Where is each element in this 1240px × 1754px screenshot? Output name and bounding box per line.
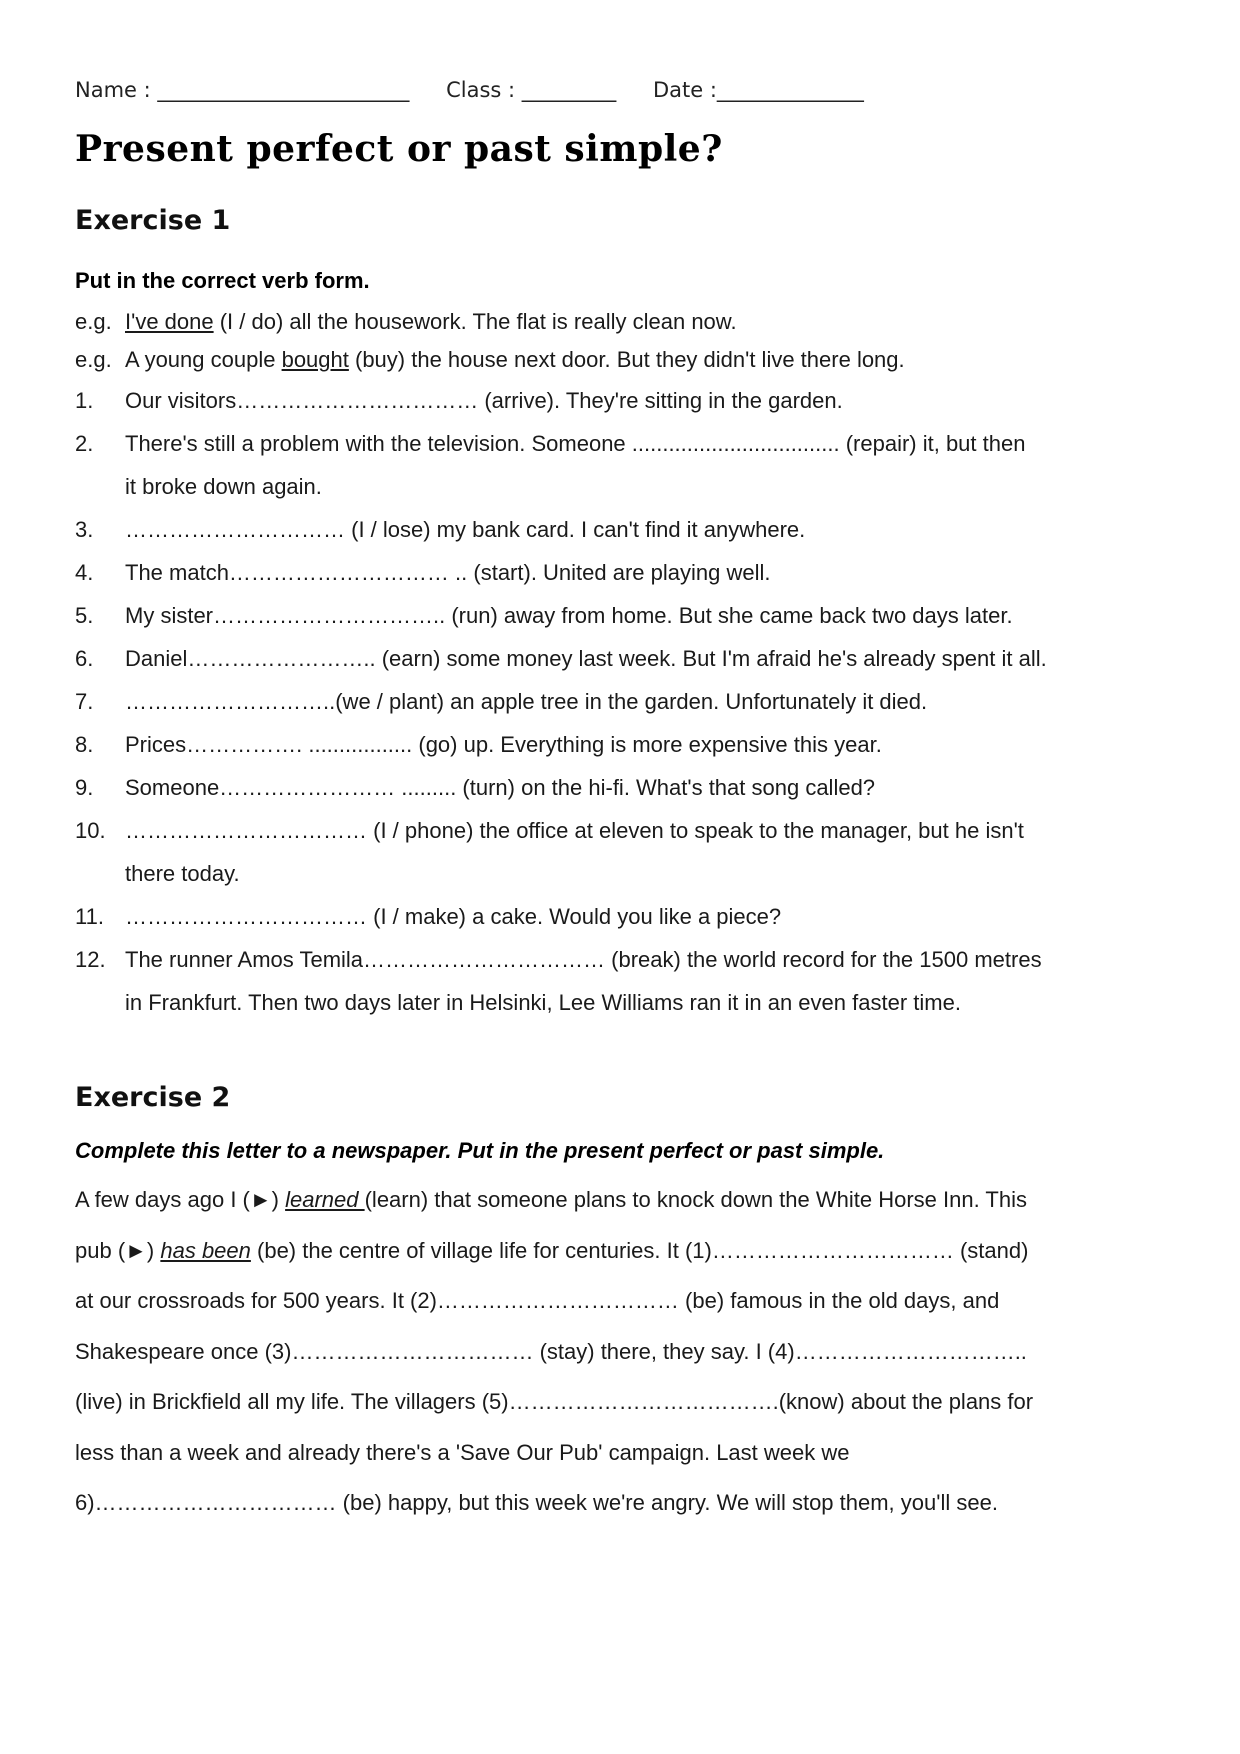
question-row xyxy=(75,465,1175,508)
exercise-2-letter xyxy=(75,1175,1175,1529)
question-text[interactable]: Our visitors…………………………… (arrive). They're sitting in the garden. xyxy=(125,388,843,413)
example-post: (buy) the house next door. But they didn't live there long. xyxy=(348,347,905,372)
question-number: 10. xyxy=(75,818,106,843)
letter-line[interactable] xyxy=(75,1327,1175,1378)
question-number: 8. xyxy=(75,732,94,757)
exercise-2-heading: Exercise 2 xyxy=(75,1082,231,1113)
question-text[interactable]: ………………………… (I / lose) my bank card. I can't find it anywhere. xyxy=(125,517,806,542)
question-text[interactable]: The match………………………… .. (start). United are playing well. xyxy=(125,560,771,585)
question-text[interactable]: The runner Amos Temila…………………………… (break) the world record for the 1500 metres xyxy=(125,947,1042,972)
class-field[interactable]: Class : _________ xyxy=(446,78,617,102)
letter-example-answer: has been xyxy=(160,1237,251,1263)
question-number: 2. xyxy=(75,431,94,456)
question-number: 3. xyxy=(75,517,94,542)
example-row xyxy=(75,303,1175,341)
letter-line[interactable] xyxy=(75,1377,1175,1428)
letter-line[interactable] xyxy=(75,1478,1175,1529)
exercise-1-instruction: Put in the correct verb form. xyxy=(75,268,370,293)
question-text[interactable]: …………………………… (I / phone) the office at eleven to speak to the manager, but he isn't xyxy=(125,818,1024,843)
letter-line[interactable] xyxy=(75,1276,1175,1327)
letter-text: A few days ago I (►) xyxy=(75,1187,286,1212)
question-text[interactable]: There's still a problem with the television. Someone .................................. (repair) it, but then xyxy=(125,431,1026,456)
question-row xyxy=(75,852,1175,895)
example-pre: A young couple xyxy=(125,347,282,372)
question-row xyxy=(75,379,1175,422)
question-text[interactable]: Prices……………. ................. (go) up. Everything is more expensive this year. xyxy=(125,732,882,757)
question-text[interactable]: it broke down again. xyxy=(125,474,322,499)
letter-text: 6)…………………………… (be) happy, but this week we're angry. We will stop them, you'll see. xyxy=(75,1490,998,1515)
question-number: 4. xyxy=(75,560,94,585)
letter-line[interactable] xyxy=(75,1175,1175,1226)
letter-line[interactable] xyxy=(75,1226,1175,1277)
question-row xyxy=(75,551,1175,594)
student-info-line xyxy=(75,78,894,102)
question-number: 9. xyxy=(75,775,94,800)
example-label: e.g. xyxy=(75,347,112,372)
question-row xyxy=(75,508,1175,551)
question-text[interactable]: there today. xyxy=(125,861,240,886)
example-row xyxy=(75,341,1175,379)
letter-text: pub (►) xyxy=(75,1237,161,1263)
question-number xyxy=(75,852,125,895)
letter-text: at our crossroads for 500 years. It (2)…………………………… (be) famous in the old days, and xyxy=(75,1288,1000,1313)
example-post: (I / do) all the housework. The flat is really clean now. xyxy=(213,309,737,334)
letter-line[interactable] xyxy=(75,1428,1175,1479)
name-field[interactable]: Name : ________________________ xyxy=(75,78,410,102)
example-text xyxy=(125,303,1175,341)
question-number: 1. xyxy=(75,388,94,413)
letter-text: less than a week and already there's a 'Save Our Pub' campaign. Last week we xyxy=(75,1439,850,1465)
letter-text: Shakespeare once (3)…………………………… (stay) there, they say. I (4)………………………….. xyxy=(75,1338,1027,1364)
question-text[interactable]: Daniel…………………….. (earn) some money last week. But I'm afraid he's already spent it all. xyxy=(125,646,1047,671)
example-text xyxy=(125,341,1175,379)
question-row xyxy=(75,809,1175,852)
question-number: 7. xyxy=(75,689,94,714)
question-row xyxy=(75,895,1175,938)
example-answer: bought xyxy=(281,347,349,372)
question-text[interactable]: in Frankfurt. Then two days later in Helsinki, Lee Williams ran it in an even faster time. xyxy=(125,990,961,1015)
question-text[interactable]: ………………………..(we / plant) an apple tree in the garden. Unfortunately it died. xyxy=(125,689,928,714)
letter-text: (be) the centre of village life for centuries. It (1)…………………………… (stand) xyxy=(250,1237,1029,1263)
question-text[interactable]: Someone…………………… ......... (turn) on the hi-fi. What's that song called? xyxy=(125,775,876,800)
question-row xyxy=(75,766,1175,809)
question-row xyxy=(75,594,1175,637)
exercise-1-list xyxy=(75,303,1175,1024)
example-answer: I've done xyxy=(125,309,214,334)
letter-text: (live) in Brickfield all my life. The villagers (5)……………………………….(know) about the plans for xyxy=(75,1389,1034,1414)
question-number xyxy=(75,465,125,508)
question-row xyxy=(75,680,1175,723)
question-number: 6. xyxy=(75,646,94,671)
exercise-2-instruction: Complete this letter to a newspaper. Put in the present perfect or past simple. xyxy=(75,1138,885,1163)
question-row xyxy=(75,637,1175,680)
question-row xyxy=(75,723,1175,766)
date-field[interactable]: Date :______________ xyxy=(652,78,864,102)
question-row xyxy=(75,981,1175,1024)
question-row xyxy=(75,422,1175,465)
question-number: 12. xyxy=(75,947,106,972)
example-label: e.g. xyxy=(75,309,112,334)
question-text[interactable]: …………………………… (I / make) a cake. Would you like a piece? xyxy=(125,904,782,929)
letter-example-answer: learned xyxy=(285,1187,365,1212)
page-title: Present perfect or past simple? xyxy=(75,128,723,170)
question-text[interactable]: My sister………………………….. (run) away from home. But she came back two days later. xyxy=(125,603,1013,628)
question-number: 11. xyxy=(75,904,104,929)
question-number xyxy=(75,981,125,1024)
question-number: 5. xyxy=(75,603,94,628)
exercise-1-heading: Exercise 1 xyxy=(75,205,231,236)
question-row xyxy=(75,938,1175,981)
letter-text: (learn) that someone plans to knock down the White Horse Inn. This xyxy=(364,1187,1027,1212)
